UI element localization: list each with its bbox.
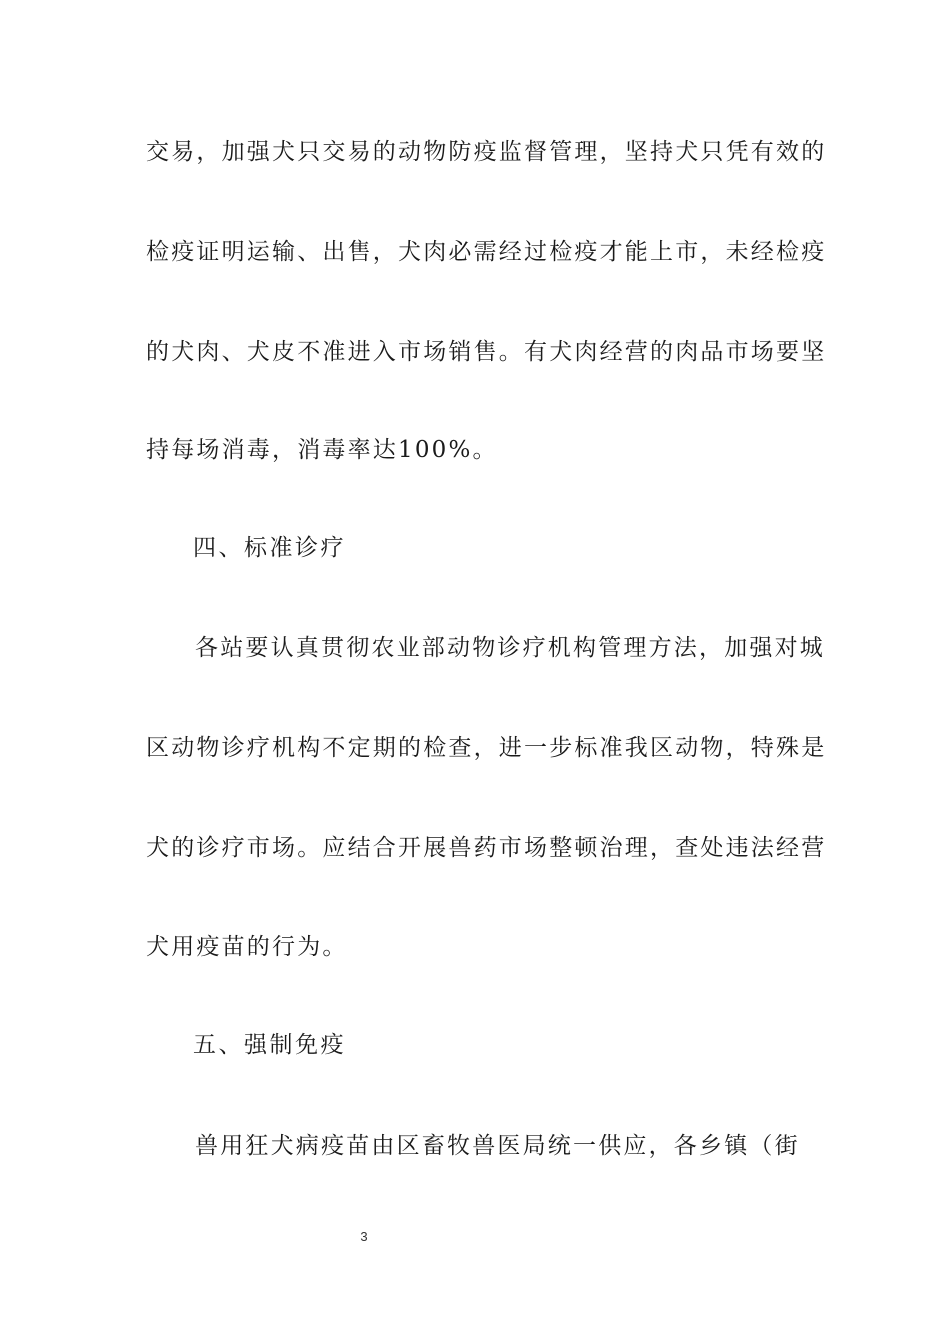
paragraph-line: 各站要认真贯彻农业部动物诊疗机构管理方法，加强对城 xyxy=(195,635,825,661)
paragraph-line: 犬用疫苗的行为。 xyxy=(146,934,348,960)
section-heading-5: 五、强制免疫 xyxy=(193,1032,346,1058)
paragraph-line: 区动物诊疗机构不定期的检查，进一步标准我区动物，特殊是 xyxy=(146,735,827,761)
paragraph-line: 交易，加强犬只交易的动物防疫监督管理，坚持犬只凭有效的 xyxy=(146,139,827,165)
paragraph-line: 兽用狂犬病疫苗由区畜牧兽医局统一供应，各乡镇（街 xyxy=(195,1133,800,1159)
paragraph-line: 检疫证明运输、出售，犬肉必需经过检疫才能上市，未经检疫 xyxy=(146,239,827,265)
section-heading-4: 四、标准诊疗 xyxy=(193,535,346,561)
paragraph-line: 持每场消毒，消毒率达100%。 xyxy=(146,437,498,463)
paragraph-line: 犬的诊疗市场。应结合开展兽药市场整顿治理，查处违法经营 xyxy=(146,835,827,861)
page-number: 3 xyxy=(360,1229,368,1244)
paragraph-line: 的犬肉、犬皮不准进入市场销售。有犬肉经营的肉品市场要坚 xyxy=(146,339,827,365)
